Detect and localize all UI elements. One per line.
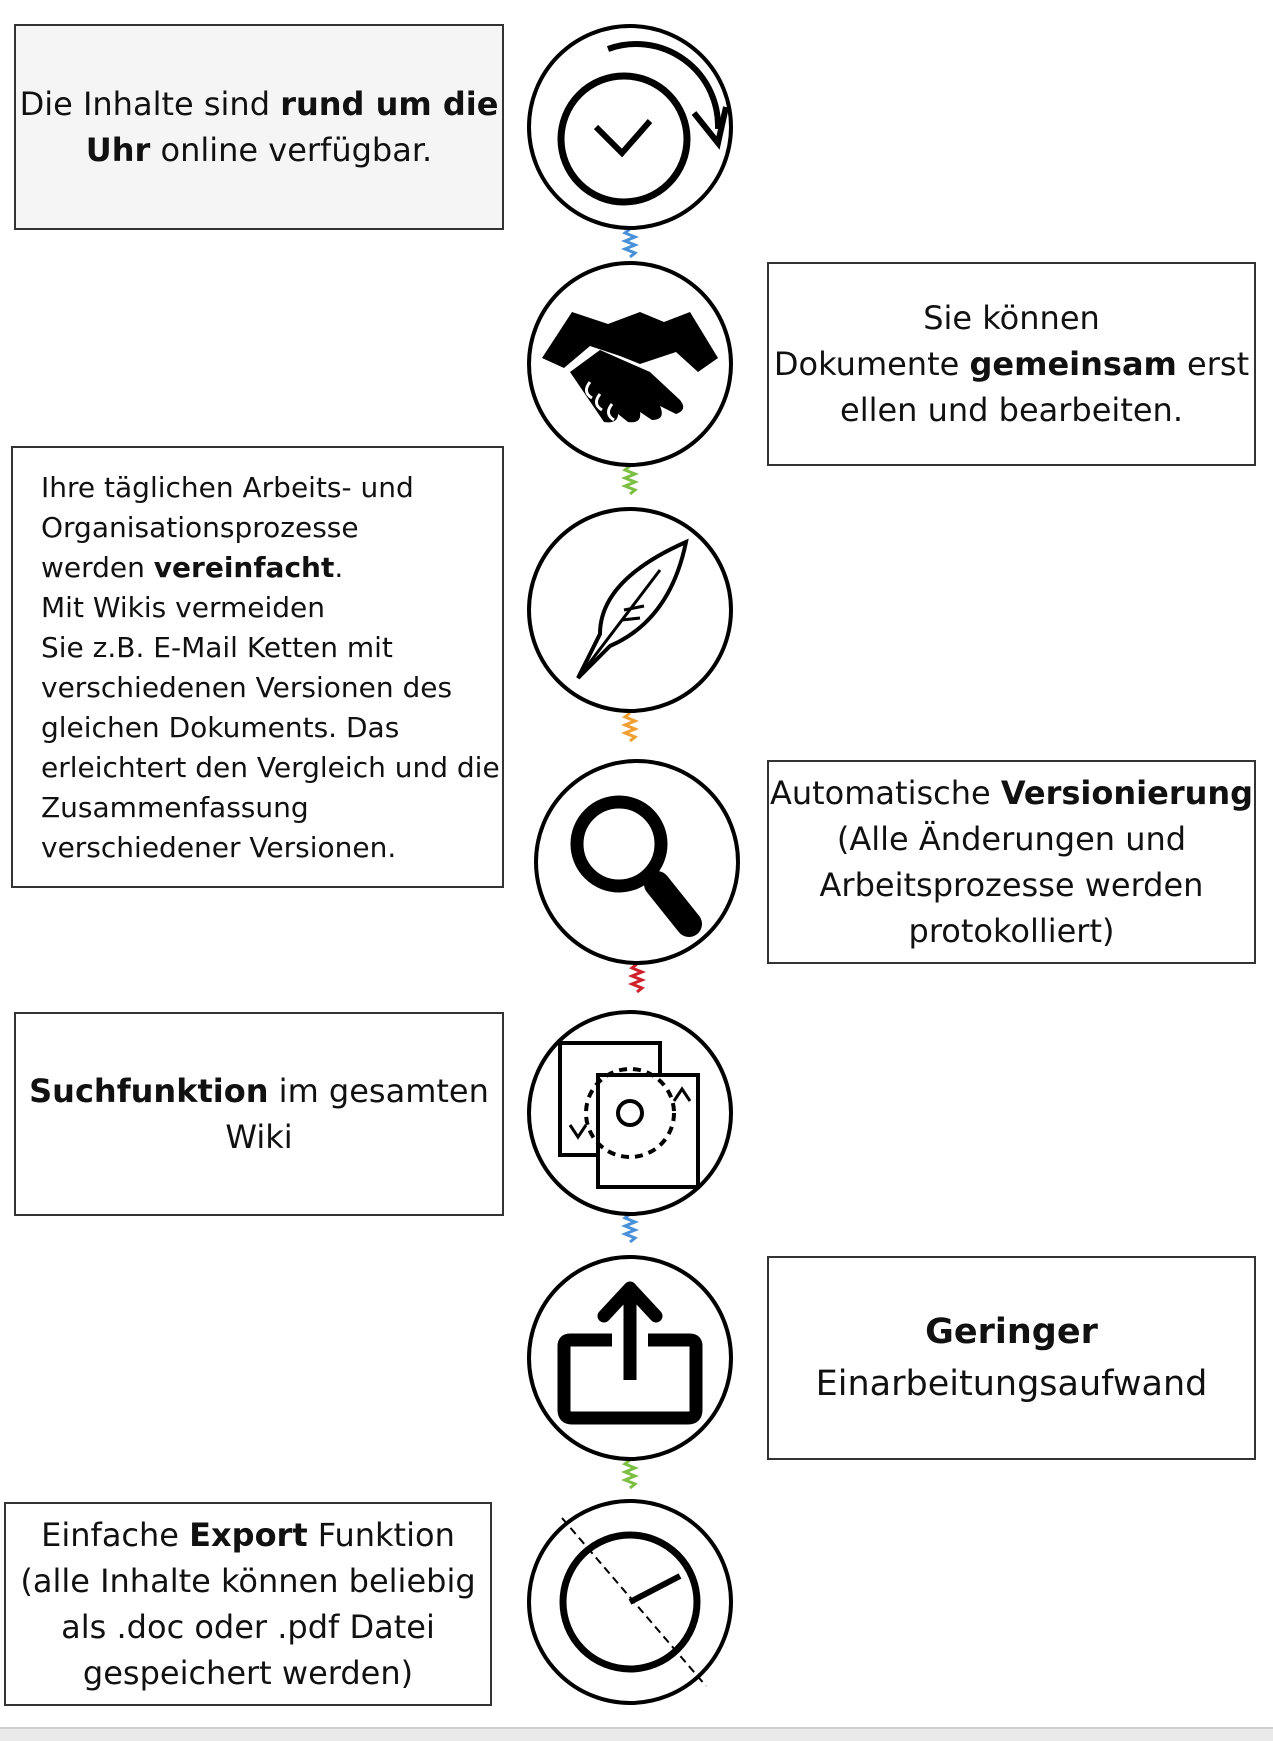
clock-icon [529,1501,731,1703]
feature-box-onboarding: Geringer Einarbeitungsaufwand [767,1256,1256,1460]
feature-box-versioning: Automatische Versionierung (Alle Änderungen und Arbeitsprozesse werden protokolliert) [767,760,1256,964]
feature-box-collaboration: Sie können Dokumente gemeinsam erst ellen und bearbeiten. [767,262,1256,466]
connector-2 [625,466,635,494]
feature-box-search: Suchfunktion im gesamten Wiki [14,1012,504,1216]
connector-3 [625,713,635,741]
connector-5 [625,1214,635,1242]
feather-icon [529,509,731,711]
share-upload-icon [529,1257,731,1459]
feature-box-simplification: Ihre täglichen Arbeits- und Organisationsprozesse werden vereinfacht. Mit Wikis vermeiden Sie z.B. E-Mail Ketten mit verschiedenen Versionen des gleichen Dokuments. Das erleichtert den Vergleich und die Zusammenfassung verschiedener Versionen. [11,446,504,888]
connector-6 [625,1460,635,1488]
document-sync-icon [529,1012,731,1214]
connector-4 [632,964,642,992]
connector-1 [625,229,635,257]
magnifier-icon [536,761,738,963]
feature-box-availability: Die Inhalte sind rund um die Uhr online verfügbar. [14,24,504,230]
feature-box-export: Einfache Export Funktion (alle Inhalte können beliebig als .doc oder .pdf Datei gespeichert werden) [4,1502,492,1706]
clock-refresh-icon [529,26,731,228]
handshake-icon [529,263,731,465]
